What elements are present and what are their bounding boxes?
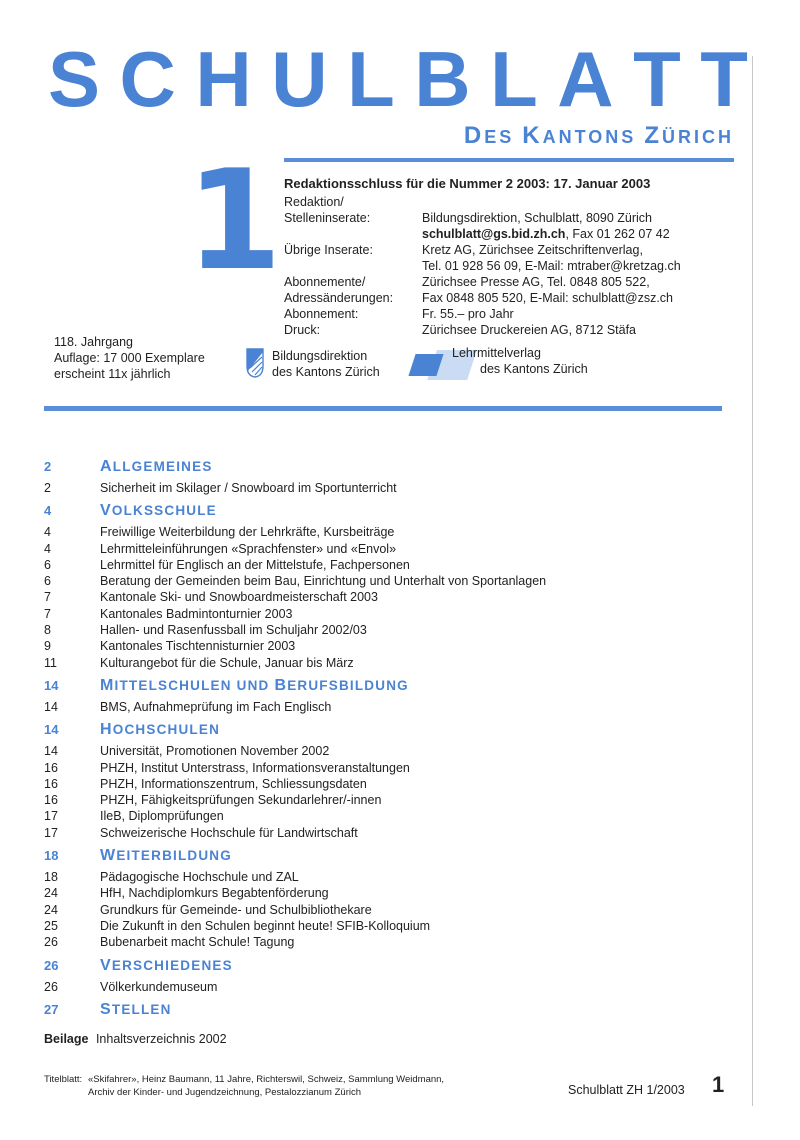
contact-label [284, 226, 422, 242]
lehrmittelverlag-line1: Lehrmittelverlag [452, 346, 541, 360]
toc-section-heading [44, 721, 724, 743]
subtitle-word [522, 122, 637, 149]
contact-label: Redaktion/ [284, 195, 344, 209]
contact-label: Stelleninserate: [284, 211, 371, 225]
toc-entry-title: Kantonales Tischtennisturnier 2003 [100, 639, 296, 654]
title-initial: B [274, 676, 288, 694]
toc-entry-title: Freiwillige Weiterbildung der Lehrkräfte, Kursbeiträge [100, 525, 395, 540]
toc-entry-title: HfH, Nachdiplomkurs Begabtenförderung [100, 886, 329, 901]
toc-section-title [100, 458, 213, 476]
supplement-label: Beilage [44, 1032, 89, 1046]
toc-entry-page: 6 [44, 574, 51, 589]
masthead-letter: L [347, 35, 395, 123]
toc-entry [44, 934, 724, 950]
frequency-line: erscheint 11x jährlich [54, 367, 171, 381]
toc-entry [44, 655, 724, 671]
toc-entry-title: Kantonale Ski- und Snowboardmeisterschaft 2003 [100, 590, 378, 605]
toc-entry-page: 11 [44, 655, 57, 670]
toc-section-heading [44, 677, 724, 699]
toc-entry-page: 16 [44, 776, 58, 791]
subtitle-initial: Z [644, 122, 662, 149]
bildungsdirektion-line1: Bildungsdirektion [272, 349, 368, 363]
contact-email: schulblatt@gs.bid.zh.ch [422, 227, 566, 241]
zurich-shield-icon [246, 348, 264, 378]
toc-entry [44, 776, 724, 792]
subtitle-rest: ES [484, 127, 515, 147]
content-divider [44, 406, 722, 411]
toc-entry [44, 885, 724, 901]
contact-text: , Fax 01 262 07 42 [565, 227, 670, 241]
masthead-letter: C [119, 35, 176, 123]
title-rest: ITTELSCHULEN UND [114, 677, 270, 693]
toc-entry-page: 4 [44, 541, 51, 556]
header-rule [284, 158, 734, 162]
title-initial: W [100, 847, 117, 865]
cover-credit [44, 1073, 444, 1099]
cover-credit-line: «Skifahrer», Heinz Baumann, 11 Jahre, Richterswil, Schweiz, Sammlung Weidmann, [88, 1074, 445, 1085]
contact-label: Übrige Inserate: [284, 243, 373, 257]
toc-section [44, 458, 724, 496]
supplement-line [44, 1032, 227, 1046]
toc-section-page: 14 [44, 677, 59, 693]
toc-entry-title: Schweizerische Hochschule für Landwirtschaft [100, 825, 358, 840]
toc-section-heading [44, 1001, 724, 1023]
contact-value [422, 210, 734, 226]
volume-line: 118. Jahrgang [54, 335, 133, 349]
toc-entry [44, 573, 724, 589]
contact-value [422, 306, 734, 322]
table-of-contents [44, 458, 724, 1029]
subtitle-rest: ÜRICH [662, 127, 734, 147]
contact-label: Abonnemente/ [284, 275, 366, 289]
issue-number: 1 [186, 140, 283, 301]
toc-entry-page: 7 [44, 606, 51, 621]
toc-entry [44, 606, 724, 622]
toc-section-page: 26 [44, 957, 59, 973]
page-number: 1 [712, 1072, 725, 1097]
toc-entry-title: Völkerkundemuseum [100, 979, 218, 994]
masthead-letter: T [633, 35, 681, 123]
subtitle-initial: K [522, 122, 543, 149]
toc-entry-title: Pädagogische Hochschule und ZAL [100, 870, 299, 885]
toc-entry-title: Grundkurs für Gemeinde- und Schulbibliothekare [100, 902, 372, 917]
contact-row [284, 290, 734, 306]
contact-label [284, 258, 422, 274]
contact-label: Adressänderungen: [284, 291, 394, 305]
toc-entry-title: PHZH, Informationszentrum, Schliessungsdaten [100, 776, 367, 791]
toc-section [44, 677, 724, 715]
contact-text: Zürichsee Druckereien AG, 8712 Stäfa [422, 323, 637, 337]
toc-section-page: 27 [44, 1001, 59, 1017]
toc-section-heading [44, 957, 724, 979]
bildungsdirektion-logo [246, 348, 380, 380]
toc-entry-title: Kulturangebot für die Schule, Januar bis März [100, 655, 354, 670]
masthead-letter: A [557, 35, 614, 123]
toc-entry-title: Sicherheit im Skilager / Snowboard im Sportunterricht [100, 481, 397, 495]
toc-entry [44, 743, 724, 759]
toc-entry-title: BMS, Aufnahmeprüfung im Fach Englisch [100, 699, 332, 714]
masthead-title [48, 35, 748, 123]
contact-value [422, 290, 734, 306]
toc-entry-page: 18 [44, 870, 58, 885]
publication-info [54, 334, 205, 382]
masthead-letter: U [271, 35, 328, 123]
toc-entry-page: 16 [44, 760, 58, 775]
toc-section-page: 18 [44, 848, 59, 864]
contact-value [422, 274, 734, 290]
lehrmittelverlag-line2: des Kantons Zürich [480, 362, 588, 376]
toc-entry-title: Universität, Promotionen November 2002 [100, 744, 330, 759]
subtitle-word [644, 122, 734, 149]
toc-entry [44, 699, 724, 715]
contact-value [422, 258, 734, 274]
title-rest: EITERBILDUNG [116, 848, 232, 864]
masthead-letter: B [414, 35, 471, 123]
toc-entry-title: Lehrmitteleinführungen «Sprachfenster» und «Envol» [100, 541, 397, 556]
contact-row [284, 242, 734, 258]
contact-label: Druck: [284, 323, 321, 337]
title-rest: TELLEN [111, 1001, 172, 1017]
title-rest: ERUFSBILDUNG [287, 677, 409, 693]
toc-section [44, 957, 724, 995]
journal-issue: Schulblatt ZH 1/2003 [568, 1083, 685, 1097]
toc-entry [44, 760, 724, 776]
toc-entry-page: 8 [44, 623, 51, 638]
toc-entry-page: 26 [44, 979, 58, 994]
toc-entry [44, 638, 724, 654]
editorial-contacts [284, 194, 734, 338]
toc-entry-page: 9 [44, 639, 51, 654]
toc-entry-page: 2 [44, 481, 51, 495]
toc-entry [44, 902, 724, 918]
toc-entry [44, 825, 724, 841]
contact-label: Abonnement: [284, 307, 359, 321]
masthead-letter: L [490, 35, 538, 123]
toc-entry [44, 480, 724, 496]
bildungsdirektion-line2: des Kantons Zürich [272, 365, 380, 379]
toc-entry-page: 14 [44, 699, 58, 714]
right-edge-rule [752, 56, 753, 1106]
toc-entry-page: 17 [44, 825, 58, 840]
masthead-letter: S [48, 35, 101, 123]
toc-entry [44, 622, 724, 638]
toc-section-title [100, 677, 409, 695]
toc-section-heading [44, 502, 724, 524]
toc-entry-title: PHZH, Institut Unterstrass, Informationsveranstaltungen [100, 760, 410, 775]
cover-credit-label: Titelblatt: [44, 1074, 83, 1085]
toc-entry-page: 17 [44, 809, 58, 824]
subtitle-initial: D [463, 122, 485, 149]
contact-value [422, 226, 734, 242]
toc-section-title [100, 721, 220, 739]
masthead-letter: H [195, 35, 252, 123]
toc-entry [44, 918, 724, 934]
contact-row [284, 258, 734, 274]
toc-entry [44, 524, 724, 540]
toc-section [44, 502, 724, 671]
toc-entry-page: 16 [44, 793, 58, 808]
title-initial: V [100, 502, 112, 520]
toc-entry-title: Hallen- und Rasenfussball im Schuljahr 2002/03 [100, 623, 367, 638]
contact-text: Kretz AG, Zürichsee Zeitschriftenverlag, [422, 243, 643, 257]
toc-entry-page: 14 [44, 744, 58, 759]
toc-entry [44, 869, 724, 885]
toc-entry-title: PHZH, Fähigkeitsprüfungen Sekundarlehrer/-innen [100, 793, 382, 808]
toc-section [44, 847, 724, 950]
toc-entry-page: 7 [44, 590, 51, 605]
contact-value [422, 242, 734, 258]
toc-section-title [100, 847, 232, 865]
contact-value [422, 194, 734, 210]
toc-entry-page: 4 [44, 525, 51, 540]
contact-text: Fax 0848 805 520, E-Mail: schulblatt@zsz.ch [422, 291, 674, 305]
toc-entry-title: Lehrmittel für Englisch an der Mittelstufe, Fachpersonen [100, 557, 410, 572]
toc-entry [44, 557, 724, 573]
contact-text: Tel. 01 928 56 09, E-Mail: mtraber@kretzag.ch [422, 259, 681, 273]
title-initial: S [100, 1000, 112, 1018]
title-rest: ERSCHIEDENES [111, 957, 233, 973]
toc-section-page: 4 [44, 503, 52, 519]
toc-section-title [100, 957, 233, 975]
title-initial: A [100, 458, 113, 475]
title-initial: V [100, 956, 112, 974]
toc-entry-title: Bubenarbeit macht Schule! Tagung [100, 935, 295, 950]
toc-entry-page: 26 [44, 935, 58, 950]
title-rest: OLKSSCHULE [111, 503, 217, 519]
subtitle-word [463, 122, 515, 149]
cover-credit-line: Archiv der Kinder- und Jugendzeichnung, Pestalozzianum Zürich [88, 1087, 362, 1098]
contact-text: Fr. 55.– pro Jahr [422, 307, 514, 321]
toc-entry [44, 589, 724, 605]
contact-row [284, 322, 734, 338]
supplement-text: Inhaltsverzeichnis 2002 [95, 1032, 227, 1046]
lehrmittelverlag-logo [408, 346, 628, 382]
editorial-deadline: Redaktionsschluss für die Nummer 2 2003: 17. Januar 2003 [284, 176, 651, 191]
toc-section [44, 721, 724, 841]
toc-entry [44, 541, 724, 557]
contact-text: Bildungsdirektion, Schulblatt, 8090 Zürich [422, 211, 652, 225]
toc-entry-page: 6 [44, 557, 51, 572]
masthead-letter: T [700, 35, 748, 123]
circulation-line: Auflage: 17 000 Exemplare [54, 351, 205, 365]
toc-section-heading [44, 458, 724, 480]
toc-section-title [100, 1001, 172, 1019]
toc-section [44, 1001, 724, 1023]
toc-entry-title: Beratung der Gemeinden beim Bau, Einrichtung und Unterhalt von Sportanlagen [100, 574, 547, 589]
toc-entry [44, 792, 724, 808]
contact-row [284, 194, 734, 210]
toc-entry-page: 24 [44, 902, 58, 917]
toc-entry-page: 24 [44, 886, 58, 901]
masthead-subtitle [464, 122, 734, 150]
toc-section-page: 14 [44, 722, 59, 738]
title-initial: M [100, 676, 115, 694]
toc-entry-title: IleB, Diplomprüfungen [100, 809, 224, 824]
toc-section-title [100, 502, 217, 520]
toc-section-page: 2 [44, 459, 52, 474]
contact-row [284, 274, 734, 290]
contact-text: Zürichsee Presse AG, Tel. 0848 805 522, [422, 275, 650, 289]
contact-value [422, 322, 734, 338]
contact-row [284, 306, 734, 322]
toc-entry-title: Die Zukunft in den Schulen beginnt heute! SFIB-Kolloquium [100, 918, 431, 933]
contact-row [284, 226, 734, 242]
contact-row [284, 210, 734, 226]
toc-section-heading [44, 847, 724, 869]
title-rest: OCHSCHULEN [112, 722, 221, 738]
title-rest: LLGEMEINES [112, 459, 213, 474]
toc-entry [44, 979, 724, 995]
toc-entry-title: Kantonales Badmintonturnier 2003 [100, 606, 293, 621]
subtitle-rest: ANTONS [542, 127, 637, 147]
toc-entry [44, 808, 724, 824]
toc-entry-page: 25 [44, 918, 58, 933]
title-initial: H [100, 721, 113, 739]
